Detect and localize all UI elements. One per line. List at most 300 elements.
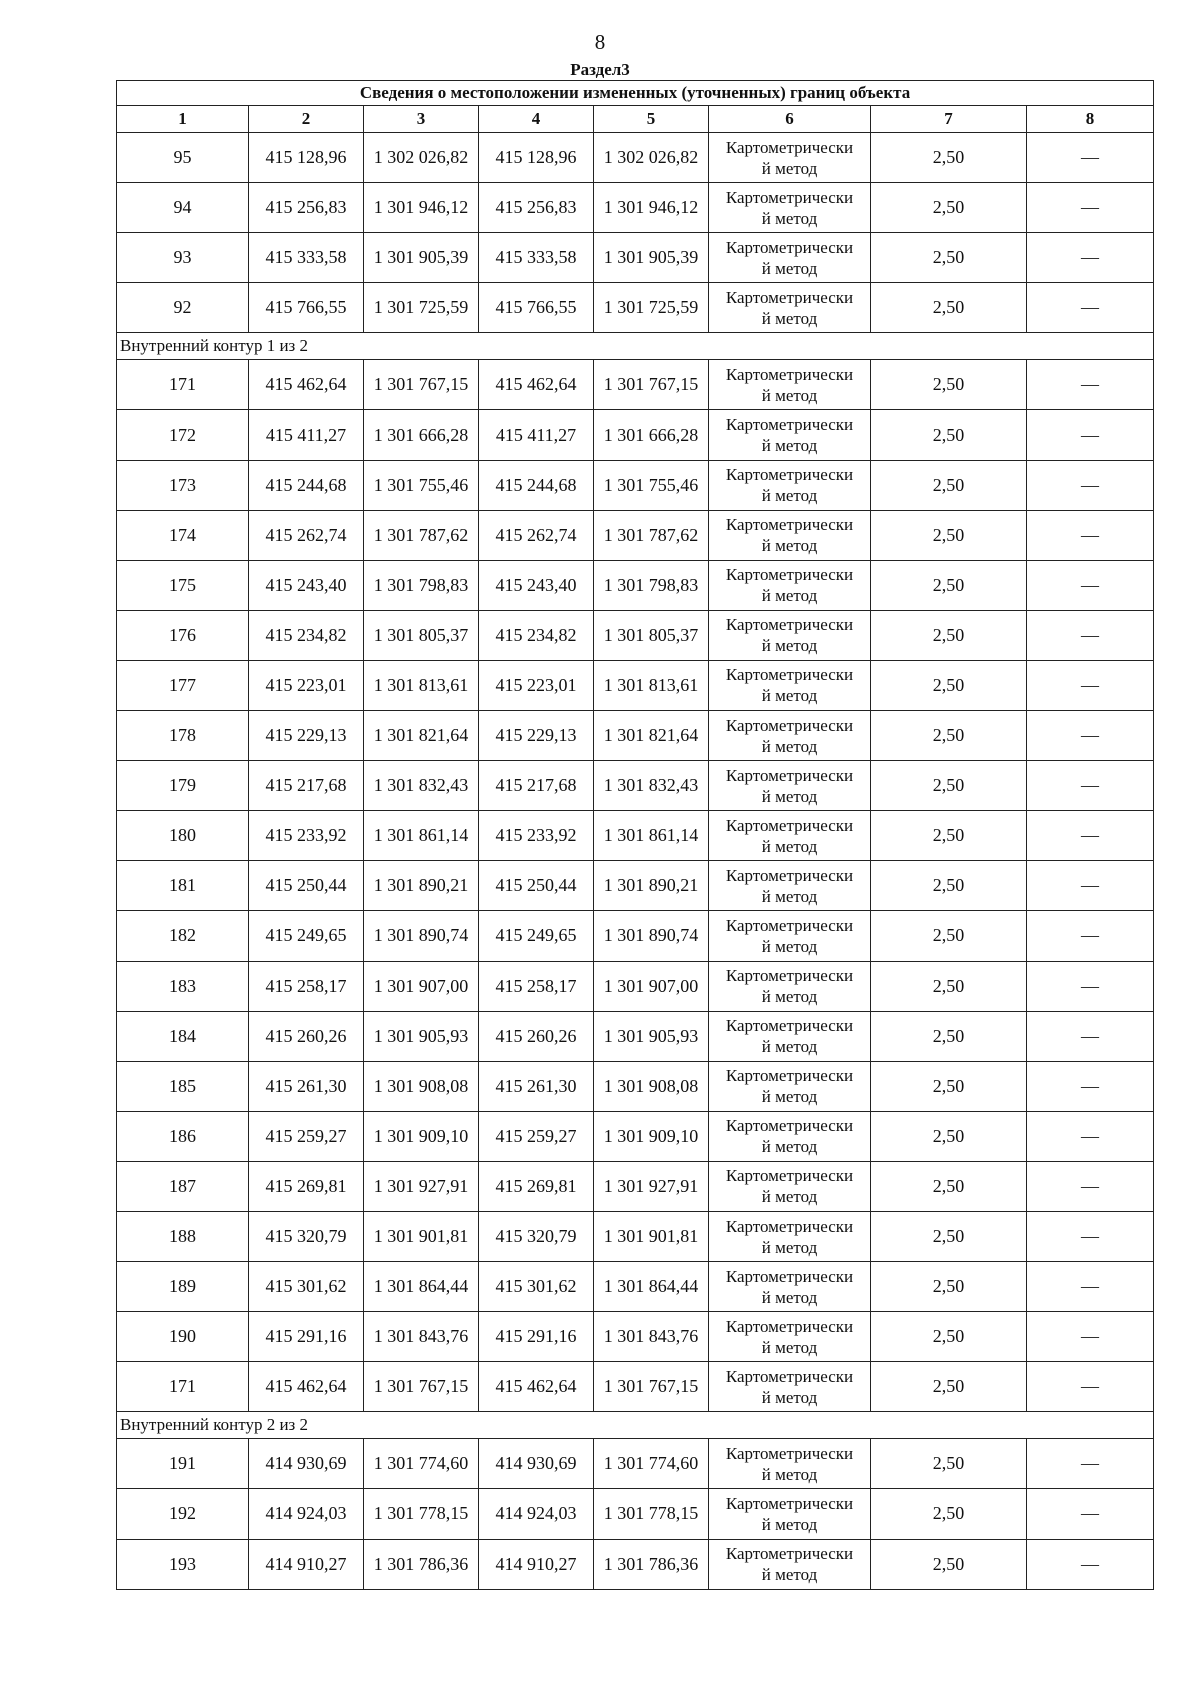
x-coordinate-cell: 415 262,74 [249,510,364,560]
y-coordinate-cell: 1 301 787,62 [364,510,479,560]
x-coordinate-cell: 415 244,68 [479,460,594,510]
x-coordinate-cell: 415 301,62 [249,1262,364,1312]
table-row [117,660,1154,710]
precision-cell: 2,50 [871,1362,1027,1412]
table-row [117,1111,1154,1161]
method-text-line: й метод [761,586,818,606]
precision-cell: 2,50 [871,761,1027,811]
precision-cell: 2,50 [871,510,1027,560]
x-coordinate-cell: 415 258,17 [249,961,364,1011]
y-coordinate-cell: 1 301 778,15 [594,1489,709,1539]
table-row [117,911,1154,961]
x-coordinate-cell: 415 333,58 [479,233,594,283]
table-row [117,1362,1154,1412]
x-coordinate-cell: 415 258,17 [479,961,594,1011]
y-coordinate-cell: 1 301 890,74 [594,911,709,961]
x-coordinate-cell: 415 291,16 [249,1312,364,1362]
x-coordinate-cell: 414 930,69 [479,1439,594,1489]
x-coordinate-cell: 415 333,58 [249,233,364,283]
table-row [117,1262,1154,1312]
column-number: 4 [479,106,594,133]
point-number-cell: 92 [117,283,249,333]
point-number-cell: 186 [117,1111,249,1161]
x-coordinate-cell: 415 217,68 [479,761,594,811]
precision-cell: 2,50 [871,560,1027,610]
empty-mark-cell: — [1027,961,1154,1011]
column-number: 5 [594,106,709,133]
method-text-line: й метод [761,436,818,456]
method-text-line: й метод [761,1464,818,1484]
x-coordinate-cell: 415 259,27 [249,1111,364,1161]
method-text-line: Картометрически [725,364,854,384]
method-cell [709,660,871,710]
table-row [117,283,1154,333]
method-text-line: Картометрически [725,237,854,257]
y-coordinate-cell: 1 301 864,44 [594,1262,709,1312]
x-coordinate-cell: 415 223,01 [249,660,364,710]
x-coordinate-cell: 415 261,30 [249,1061,364,1111]
empty-mark-cell: — [1027,233,1154,283]
y-coordinate-cell: 1 301 832,43 [594,761,709,811]
precision-cell: 2,50 [871,660,1027,710]
empty-mark-cell: — [1027,283,1154,333]
x-coordinate-cell: 415 256,83 [479,183,594,233]
method-text-line: Картометрически [725,665,854,685]
method-text-line: й метод [761,208,818,228]
y-coordinate-cell: 1 302 026,82 [594,133,709,183]
method-text-line: й метод [761,536,818,556]
x-coordinate-cell: 415 250,44 [249,861,364,911]
method-cell [709,1011,871,1061]
column-number: 8 [1027,106,1154,133]
table-row [117,711,1154,761]
precision-cell: 2,50 [871,711,1027,761]
precision-cell: 2,50 [871,861,1027,911]
column-number-row [117,106,1154,133]
precision-cell: 2,50 [871,811,1027,861]
method-text-line: Картометрически [725,1066,854,1086]
precision-cell: 2,50 [871,1061,1027,1111]
point-number-cell: 176 [117,610,249,660]
method-cell [709,283,871,333]
section-title: Раздел3 [570,60,630,79]
method-cell [709,761,871,811]
x-coordinate-cell: 414 924,03 [249,1489,364,1539]
table-row [117,360,1154,410]
y-coordinate-cell: 1 301 778,15 [364,1489,479,1539]
x-coordinate-cell: 415 128,96 [479,133,594,183]
x-coordinate-cell: 415 249,65 [249,911,364,961]
precision-cell: 2,50 [871,1161,1027,1211]
y-coordinate-cell: 1 301 666,28 [594,410,709,460]
y-coordinate-cell: 1 301 805,37 [594,610,709,660]
method-text-line: Картометрически [725,515,854,535]
method-text-line: Картометрически [725,615,854,635]
method-cell [709,1211,871,1261]
method-cell [709,410,871,460]
method-text-line: й метод [761,486,818,506]
method-cell [709,233,871,283]
x-coordinate-cell: 415 462,64 [249,1362,364,1412]
point-number-cell: 171 [117,360,249,410]
method-text-line: Картометрически [725,1016,854,1036]
empty-mark-cell: — [1027,811,1154,861]
boundary-coordinates-table [116,80,1154,1590]
empty-mark-cell: — [1027,1539,1154,1589]
method-cell [709,133,871,183]
method-text-line: Картометрически [725,1443,854,1463]
y-coordinate-cell: 1 301 905,93 [594,1011,709,1061]
point-number-cell: 181 [117,861,249,911]
y-coordinate-cell: 1 301 813,61 [594,660,709,710]
precision-cell: 2,50 [871,1111,1027,1161]
y-coordinate-cell: 1 301 767,15 [364,360,479,410]
empty-mark-cell: — [1027,560,1154,610]
precision-cell: 2,50 [871,1312,1027,1362]
empty-mark-cell: — [1027,861,1154,911]
y-coordinate-cell: 1 301 901,81 [364,1211,479,1261]
table-row [117,560,1154,610]
y-coordinate-cell: 1 301 909,10 [594,1111,709,1161]
precision-cell: 2,50 [871,133,1027,183]
table-row [117,1011,1154,1061]
x-coordinate-cell: 415 244,68 [249,460,364,510]
y-coordinate-cell: 1 301 786,36 [364,1539,479,1589]
x-coordinate-cell: 415 411,27 [249,410,364,460]
method-cell [709,1111,871,1161]
method-text-line: й метод [761,987,818,1007]
x-coordinate-cell: 415 269,81 [249,1161,364,1211]
x-coordinate-cell: 415 269,81 [479,1161,594,1211]
method-text-line: Картометрически [725,815,854,835]
precision-cell: 2,50 [871,1539,1027,1589]
method-text-line: й метод [761,836,818,856]
y-coordinate-cell: 1 301 907,00 [594,961,709,1011]
x-coordinate-cell: 415 234,82 [249,610,364,660]
method-cell [709,1262,871,1312]
y-coordinate-cell: 1 301 843,76 [364,1312,479,1362]
method-cell [709,183,871,233]
x-coordinate-cell: 414 930,69 [249,1439,364,1489]
method-text-line: Картометрически [725,715,854,735]
method-text-line: Картометрически [725,865,854,885]
point-number-cell: 171 [117,1362,249,1412]
method-cell [709,610,871,660]
empty-mark-cell: — [1027,1362,1154,1412]
x-coordinate-cell: 415 462,64 [249,360,364,410]
table-row [117,961,1154,1011]
method-cell [709,1439,871,1489]
y-coordinate-cell: 1 301 786,36 [594,1539,709,1589]
x-coordinate-cell: 415 262,74 [479,510,594,560]
method-cell [709,360,871,410]
method-text-line: Картометрически [725,1544,854,1564]
method-text-line: й метод [761,385,818,405]
method-cell [709,1489,871,1539]
column-number: 2 [249,106,364,133]
y-coordinate-cell: 1 301 798,83 [364,560,479,610]
method-text-line: Картометрически [725,287,854,307]
method-text-line: й метод [761,1565,818,1585]
method-cell [709,961,871,1011]
contour-heading: Внутренний контур 1 из 2 [117,333,1154,360]
x-coordinate-cell: 415 320,79 [249,1211,364,1261]
table-row [117,1539,1154,1589]
empty-mark-cell: — [1027,360,1154,410]
empty-mark-cell: — [1027,610,1154,660]
method-cell [709,1312,871,1362]
x-coordinate-cell: 415 128,96 [249,133,364,183]
y-coordinate-cell: 1 301 755,46 [364,460,479,510]
empty-mark-cell: — [1027,1489,1154,1539]
empty-mark-cell: — [1027,1211,1154,1261]
method-text-line: й метод [761,636,818,656]
empty-mark-cell: — [1027,410,1154,460]
method-text-line: й метод [761,886,818,906]
y-coordinate-cell: 1 301 861,14 [364,811,479,861]
point-number-cell: 174 [117,510,249,560]
point-number-cell: 182 [117,911,249,961]
x-coordinate-cell: 415 462,64 [479,360,594,410]
y-coordinate-cell: 1 301 767,15 [594,1362,709,1412]
method-text-line: Картометрически [725,765,854,785]
table-row [117,410,1154,460]
contour-heading-row [117,1412,1154,1439]
empty-mark-cell: — [1027,1061,1154,1111]
x-coordinate-cell: 415 229,13 [249,711,364,761]
y-coordinate-cell: 1 301 946,12 [594,183,709,233]
method-text-line: й метод [761,1237,818,1257]
x-coordinate-cell: 414 910,27 [479,1539,594,1589]
column-number: 3 [364,106,479,133]
point-number-cell: 190 [117,1312,249,1362]
point-number-cell: 180 [117,811,249,861]
y-coordinate-cell: 1 301 890,74 [364,911,479,961]
method-text-line: Картометрически [725,137,854,157]
empty-mark-cell: — [1027,510,1154,560]
method-text-line: й метод [761,1037,818,1057]
point-number-cell: 185 [117,1061,249,1111]
point-number-cell: 188 [117,1211,249,1261]
precision-cell: 2,50 [871,1262,1027,1312]
point-number-cell: 173 [117,460,249,510]
precision-cell: 2,50 [871,410,1027,460]
method-text-line: Картометрически [725,1166,854,1186]
x-coordinate-cell: 415 243,40 [479,560,594,610]
method-text-line: Картометрически [725,915,854,935]
method-text-line: й метод [761,158,818,178]
method-cell [709,460,871,510]
column-number: 7 [871,106,1027,133]
y-coordinate-cell: 1 301 909,10 [364,1111,479,1161]
point-number-cell: 177 [117,660,249,710]
method-text-line: Картометрически [725,1216,854,1236]
table-row [117,1211,1154,1261]
point-number-cell: 172 [117,410,249,460]
precision-cell: 2,50 [871,1211,1027,1261]
table-row [117,510,1154,560]
method-text-line: Картометрически [725,465,854,485]
y-coordinate-cell: 1 301 905,39 [364,233,479,283]
precision-cell: 2,50 [871,360,1027,410]
empty-mark-cell: — [1027,1011,1154,1061]
method-cell [709,911,871,961]
empty-mark-cell: — [1027,711,1154,761]
x-coordinate-cell: 415 234,82 [479,610,594,660]
point-number-cell: 175 [117,560,249,610]
y-coordinate-cell: 1 301 890,21 [594,861,709,911]
y-coordinate-cell: 1 301 767,15 [594,360,709,410]
y-coordinate-cell: 1 301 725,59 [364,283,479,333]
method-text-line: Картометрически [725,1366,854,1386]
table-body [117,81,1154,1590]
point-number-cell: 94 [117,183,249,233]
precision-cell: 2,50 [871,961,1027,1011]
point-number-cell: 93 [117,233,249,283]
method-text-line: й метод [761,786,818,806]
method-text-line: й метод [761,1137,818,1157]
y-coordinate-cell: 1 301 666,28 [364,410,479,460]
method-cell [709,1362,871,1412]
x-coordinate-cell: 415 301,62 [479,1262,594,1312]
table-row [117,233,1154,283]
table-row [117,1489,1154,1539]
contour-heading-row [117,333,1154,360]
y-coordinate-cell: 1 301 805,37 [364,610,479,660]
precision-cell: 2,50 [871,911,1027,961]
contour-heading: Внутренний контур 2 из 2 [117,1412,1154,1439]
x-coordinate-cell: 415 411,27 [479,410,594,460]
x-coordinate-cell: 415 766,55 [249,283,364,333]
y-coordinate-cell: 1 301 787,62 [594,510,709,560]
point-number-cell: 95 [117,133,249,183]
column-number: 6 [709,106,871,133]
y-coordinate-cell: 1 301 832,43 [364,761,479,811]
table-row [117,460,1154,510]
method-text-line: й метод [761,308,818,328]
x-coordinate-cell: 415 223,01 [479,660,594,710]
x-coordinate-cell: 415 250,44 [479,861,594,911]
empty-mark-cell: — [1027,911,1154,961]
x-coordinate-cell: 415 229,13 [479,711,594,761]
column-number: 1 [117,106,249,133]
empty-mark-cell: — [1027,660,1154,710]
point-number-cell: 192 [117,1489,249,1539]
method-text-line: й метод [761,1387,818,1407]
x-coordinate-cell: 415 249,65 [479,911,594,961]
x-coordinate-cell: 415 259,27 [479,1111,594,1161]
x-coordinate-cell: 415 261,30 [479,1061,594,1111]
empty-mark-cell: — [1027,1312,1154,1362]
y-coordinate-cell: 1 301 861,14 [594,811,709,861]
y-coordinate-cell: 1 301 798,83 [594,560,709,610]
empty-mark-cell: — [1027,183,1154,233]
y-coordinate-cell: 1 301 725,59 [594,283,709,333]
method-text-line: Картометрически [725,415,854,435]
y-coordinate-cell: 1 301 905,93 [364,1011,479,1061]
y-coordinate-cell: 1 301 755,46 [594,460,709,510]
method-text-line: й метод [761,1087,818,1107]
table-row [117,1312,1154,1362]
table-row [117,1161,1154,1211]
point-number-cell: 178 [117,711,249,761]
point-number-cell: 193 [117,1539,249,1589]
x-coordinate-cell: 415 766,55 [479,283,594,333]
x-coordinate-cell: 415 243,40 [249,560,364,610]
method-text-line: Картометрически [725,1116,854,1136]
y-coordinate-cell: 1 301 821,64 [594,711,709,761]
method-cell [709,560,871,610]
empty-mark-cell: — [1027,1111,1154,1161]
method-cell [709,510,871,560]
precision-cell: 2,50 [871,1011,1027,1061]
method-text-line: Картометрически [725,1316,854,1336]
table-row [117,1439,1154,1489]
y-coordinate-cell: 1 301 908,08 [594,1061,709,1111]
method-text-line: Картометрически [725,187,854,207]
table-row [117,861,1154,911]
method-text-line: Картометрически [725,565,854,585]
table-row [117,610,1154,660]
empty-mark-cell: — [1027,1161,1154,1211]
precision-cell: 2,50 [871,233,1027,283]
method-cell [709,1161,871,1211]
point-number-cell: 179 [117,761,249,811]
point-number-cell: 191 [117,1439,249,1489]
y-coordinate-cell: 1 301 774,60 [594,1439,709,1489]
y-coordinate-cell: 1 301 890,21 [364,861,479,911]
page-number: 8 [594,30,606,54]
table-row [117,761,1154,811]
method-text-line: й метод [761,686,818,706]
method-text-line: Картометрически [725,1266,854,1286]
empty-mark-cell: — [1027,1262,1154,1312]
x-coordinate-cell: 415 260,26 [249,1011,364,1061]
method-text-line: й метод [761,1337,818,1357]
method-text-line: й метод [761,1514,818,1534]
y-coordinate-cell: 1 301 908,08 [364,1061,479,1111]
y-coordinate-cell: 1 301 813,61 [364,660,479,710]
method-cell [709,1539,871,1589]
method-text-line: й метод [761,736,818,756]
method-cell [709,861,871,911]
precision-cell: 2,50 [871,610,1027,660]
method-cell [709,1061,871,1111]
y-coordinate-cell: 1 301 927,91 [364,1161,479,1211]
method-cell [709,711,871,761]
y-coordinate-cell: 1 301 821,64 [364,711,479,761]
y-coordinate-cell: 1 301 927,91 [594,1161,709,1211]
method-text-line: й метод [761,258,818,278]
table-row [117,133,1154,183]
method-text-line: й метод [761,1187,818,1207]
method-text-line: Картометрически [725,966,854,986]
point-number-cell: 183 [117,961,249,1011]
y-coordinate-cell: 1 302 026,82 [364,133,479,183]
precision-cell: 2,50 [871,183,1027,233]
empty-mark-cell: — [1027,761,1154,811]
point-number-cell: 189 [117,1262,249,1312]
precision-cell: 2,50 [871,460,1027,510]
precision-cell: 2,50 [871,1439,1027,1489]
method-text-line: й метод [761,1287,818,1307]
table-row [117,1061,1154,1111]
empty-mark-cell: — [1027,1439,1154,1489]
method-text-line: Картометрически [725,1493,854,1513]
y-coordinate-cell: 1 301 907,00 [364,961,479,1011]
method-text-line: й метод [761,936,818,956]
x-coordinate-cell: 415 260,26 [479,1011,594,1061]
